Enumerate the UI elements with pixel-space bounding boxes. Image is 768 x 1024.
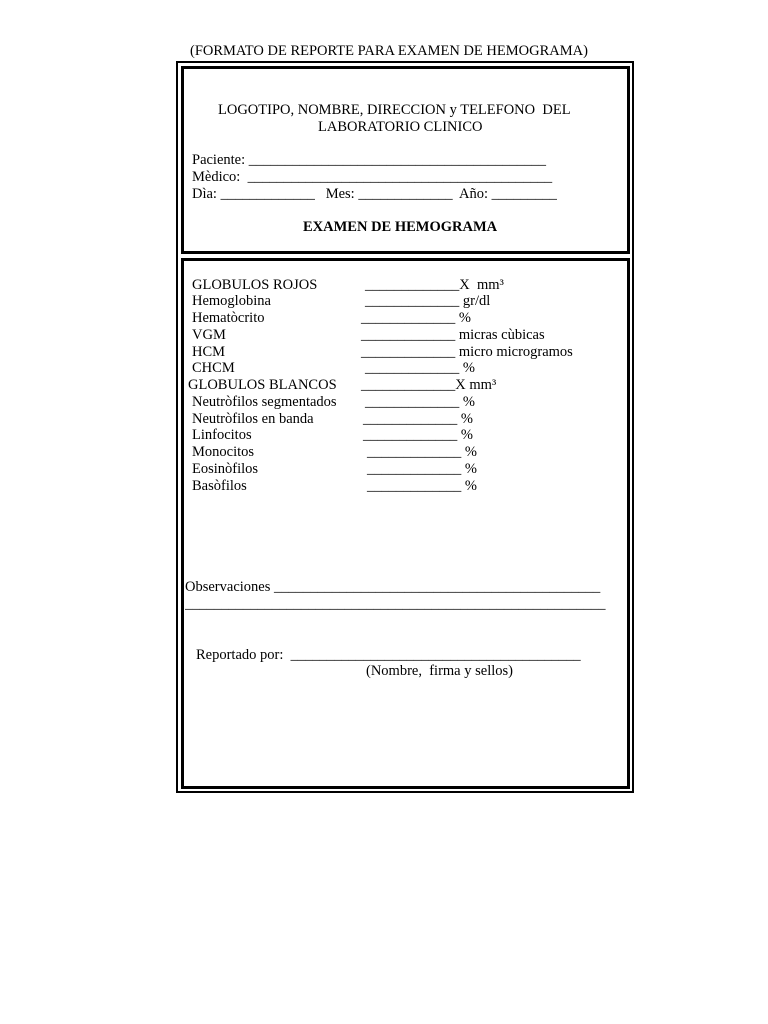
result-label: Monocitos bbox=[192, 444, 255, 460]
result-label: GLOBULOS ROJOS bbox=[192, 277, 318, 293]
signature-caption: (Nombre, firma y sellos) bbox=[366, 663, 513, 679]
observations-field[interactable]: Observaciones _____________________________________________ bbox=[185, 579, 601, 595]
result-label: Linfocitos bbox=[192, 427, 252, 443]
patient-field[interactable]: Paciente: _________________________________________ bbox=[192, 152, 547, 168]
result-label: Hematòcrito bbox=[192, 310, 265, 326]
result-field[interactable]: _____________ % bbox=[365, 360, 475, 376]
result-field[interactable]: _____________ % bbox=[367, 461, 477, 477]
exam-title: EXAMEN DE HEMOGRAMA bbox=[303, 219, 498, 235]
result-label: Hemoglobina bbox=[192, 293, 271, 309]
result-label: VGM bbox=[192, 327, 226, 343]
document-title: (FORMATO DE REPORTE PARA EXAMEN DE HEMOGRAMA) bbox=[190, 43, 588, 59]
result-label: Neutròfilos en banda bbox=[192, 411, 314, 427]
reported-by-field[interactable]: Reportado por: ________________________________________ bbox=[196, 647, 581, 663]
result-label: CHCM bbox=[192, 360, 235, 376]
result-field[interactable]: _____________ % bbox=[363, 411, 473, 427]
result-label: Basòfilos bbox=[192, 478, 247, 494]
lab-info-line2: LABORATORIO CLINICO bbox=[318, 119, 483, 135]
lab-info-line1: LOGOTIPO, NOMBRE, DIRECCION y TELEFONO DEL bbox=[218, 102, 571, 118]
observations-line2[interactable]: __________________________________________________________ bbox=[185, 596, 606, 612]
result-field[interactable]: _____________ micras cùbicas bbox=[361, 327, 545, 343]
result-label: Eosinòfilos bbox=[192, 461, 259, 477]
result-field[interactable]: _____________ % bbox=[367, 444, 477, 460]
result-field[interactable]: _____________ % bbox=[367, 478, 477, 494]
result-label: Neutròfilos segmentados bbox=[192, 394, 337, 410]
date-field[interactable]: Dìa: _____________ Mes: _____________ Año: _________ bbox=[192, 186, 557, 202]
result-field[interactable]: _____________ % bbox=[361, 310, 471, 326]
result-field[interactable]: _____________ % bbox=[365, 394, 475, 410]
result-field[interactable]: _____________X mm³ bbox=[365, 277, 504, 293]
result-label: GLOBULOS BLANCOS bbox=[188, 377, 337, 393]
result-field[interactable]: _____________ % bbox=[363, 427, 473, 443]
result-field[interactable]: _____________ micro microgramos bbox=[361, 344, 573, 360]
result-label: HCM bbox=[192, 344, 226, 360]
doctor-field[interactable]: Mèdico: __________________________________________ bbox=[192, 169, 553, 185]
result-field[interactable]: _____________ gr/dl bbox=[365, 293, 491, 309]
result-field[interactable]: _____________X mm³ bbox=[361, 377, 497, 393]
